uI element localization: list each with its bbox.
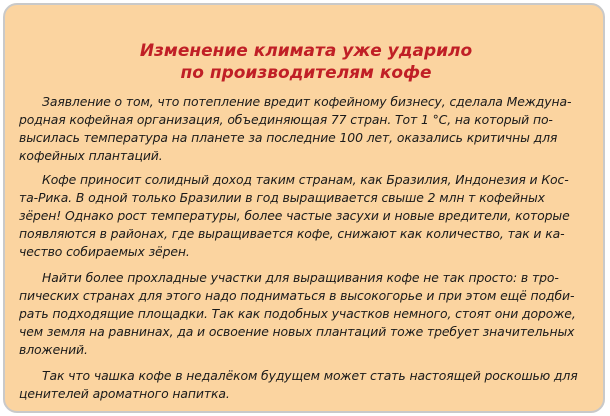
paragraph-line: Найти более прохладные участки для выращивания кофе не так просто: в тро- <box>42 270 559 285</box>
paragraph-line: та-Рика. В одной только Бразилии в год выращивается свыше 2 млн т кофейных <box>19 190 545 205</box>
paragraph-line: ценителей ароматного напитка. <box>19 386 230 401</box>
article-card <box>3 3 605 413</box>
paragraph-line: Так что чашка кофе в недалёком будущем может стать настоящей роскошью для <box>42 368 578 383</box>
paragraph-line: родная кофейная организация, объединяющая 77 стран. Тот 1 °С, на который по- <box>19 112 553 127</box>
paragraph-line: пических странах для этого надо подниматься в высокогорье и при этом ещё подби- <box>19 288 575 303</box>
paragraph-line: чество собираемых зёрен. <box>19 244 190 259</box>
paragraph-line: чем земля на равнинах, да и освоение новых плантаций тоже требует значительных <box>19 324 575 339</box>
paragraph-line: кофейных плантаций. <box>19 148 163 163</box>
paragraph-line: вложений. <box>19 342 88 357</box>
article-title-line-1: Изменение климата уже ударило <box>139 41 473 61</box>
paragraph-line: Кофе приносит солидный доход таким странам, как Бразилия, Индонезия и Кос- <box>42 172 569 187</box>
paragraph-line: Заявление о том, что потепление вредит кофейному бизнесу, сделала Междуна- <box>42 94 572 109</box>
paragraph-line: высилась температура на планете за последние 100 лет, оказались критичны для <box>19 130 558 145</box>
paragraph-line: зёрен! Однако рост температуры, более частые засухи и новые вредители, которые <box>19 208 570 223</box>
article-title-line-2: по производителям кофе <box>180 63 432 83</box>
paragraph-line: рать подходящие площадки. Так как подобных участков немного, стоят они дороже, <box>19 306 576 321</box>
paragraph-line: появляются в районах, где выращивается кофе, снижают как количество, так и ка- <box>19 226 565 241</box>
